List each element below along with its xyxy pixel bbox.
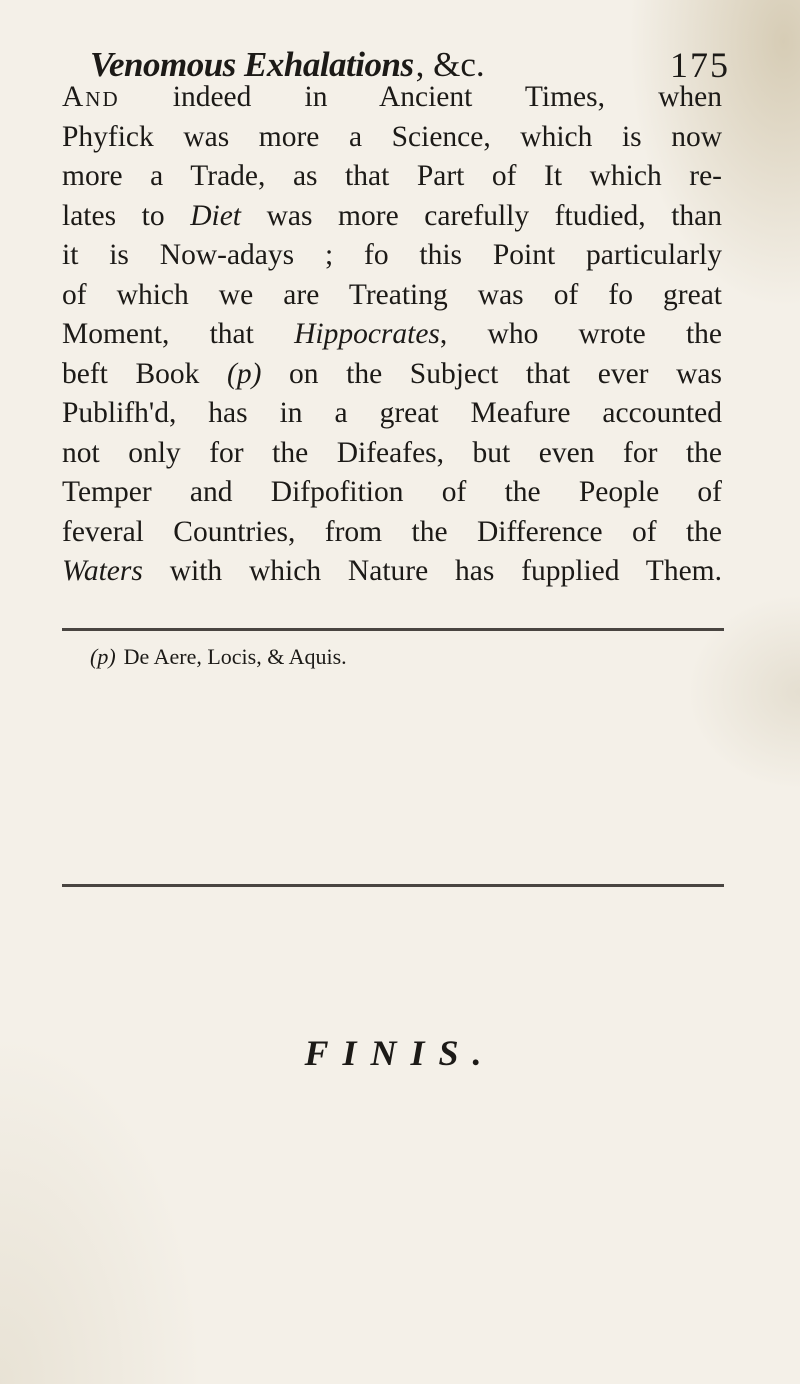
text-line: of which we are Treating was of fo great: [62, 278, 722, 311]
text-line: [62, 552, 722, 592]
main-paragraph: [62, 78, 722, 592]
text-line-content: on the Subject that ever was: [261, 357, 722, 390]
text-line: not only for the Difeafes, but even for the: [62, 436, 722, 469]
text-line: Temper and Difpofition of the People of: [62, 476, 722, 508]
italic-word: Hippocrates: [294, 318, 440, 350]
footnote-mark: (p): [90, 644, 116, 669]
footnote-divider-bottom: [62, 884, 724, 887]
text-line: [62, 197, 722, 237]
italic-word: Diet: [190, 199, 241, 232]
text-line: [62, 355, 722, 395]
footnote-reference: (p): [227, 357, 262, 390]
footnote-divider-top: [62, 628, 724, 631]
text-line-content: Moment, that: [62, 318, 295, 350]
finis-label: FINIS.: [304, 1033, 496, 1073]
text-line-content: beft Book: [62, 357, 228, 390]
text-line: Publifh'd, has in a great Meafure accounted: [62, 397, 722, 429]
text-line-content: lates to: [62, 199, 191, 232]
text-line-content: was more carefully ftudied, than: [241, 199, 722, 232]
footnote-text: De Aere, Locis, & Aquis.: [123, 644, 347, 669]
opening-word: And: [62, 81, 120, 113]
text-line: it is Now-adays ; fo this Point particularly: [62, 239, 722, 271]
text-line: feveral Countries, from the Difference of the: [62, 515, 722, 548]
text-line: Phyfick was more a Science, which is now: [62, 120, 722, 153]
running-head-title: Venomous Exhalations: [90, 45, 414, 84]
text-line-content: indeed in Ancient Times, when: [119, 81, 722, 113]
text-line: more a Trade, as that Part of It which re-: [62, 160, 722, 192]
page-number: 175: [670, 45, 730, 85]
italic-word: Waters: [62, 555, 143, 587]
text-line: [62, 78, 722, 118]
text-line-content: , who wrote the: [439, 318, 723, 350]
text-line-content: with which Nature has fupplied Them.: [142, 555, 722, 587]
text-line: [62, 315, 722, 355]
footnote: [90, 640, 347, 674]
running-head-suffix: , &c.: [415, 45, 485, 84]
